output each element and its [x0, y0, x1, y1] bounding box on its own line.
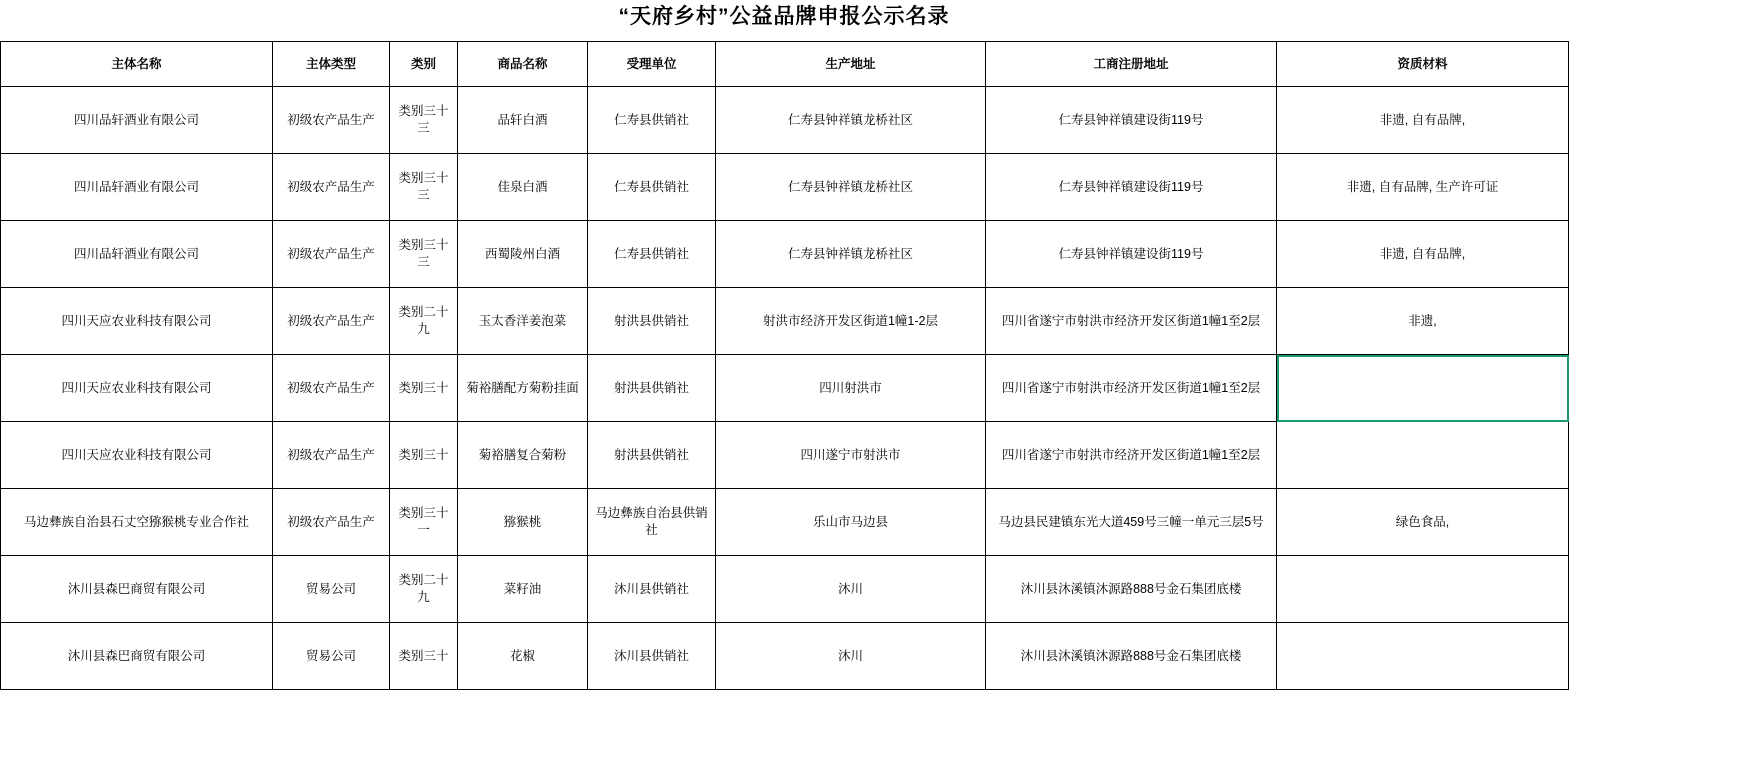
table-cell[interactable]: 玉太香洋姜泡菜 [458, 288, 588, 355]
table-cell[interactable]: 仁寿县供销社 [588, 154, 716, 221]
table-cell[interactable]: 初级农产品生产 [273, 489, 390, 556]
table-cell[interactable]: 四川品轩酒业有限公司 [1, 154, 273, 221]
table-cell[interactable]: 射洪县供销社 [588, 422, 716, 489]
table-row [1, 556, 1569, 623]
table-cell[interactable]: 四川品轩酒业有限公司 [1, 221, 273, 288]
table-cell[interactable]: 佳泉白酒 [458, 154, 588, 221]
table-cell[interactable]: 类别三十一 [390, 489, 458, 556]
table-cell[interactable]: 射洪市经济开发区街道1幢1-2层 [716, 288, 986, 355]
table-cell[interactable]: 菊裕膳复合菊粉 [458, 422, 588, 489]
table-cell[interactable]: 沐川 [716, 556, 986, 623]
table-cell[interactable]: 初级农产品生产 [273, 87, 390, 154]
column-header[interactable]: 类别 [390, 42, 458, 87]
table-cell[interactable]: 沐川 [716, 623, 986, 690]
table-cell[interactable]: 四川遂宁市射洪市 [716, 422, 986, 489]
table-cell[interactable]: 仁寿县钟祥镇建设街119号 [986, 87, 1277, 154]
table-cell[interactable]: 四川天应农业科技有限公司 [1, 422, 273, 489]
table-cell[interactable]: 仁寿县钟祥镇建设街119号 [986, 221, 1277, 288]
table-cell[interactable]: 贸易公司 [273, 556, 390, 623]
table-cell[interactable]: 四川省遂宁市射洪市经济开发区街道1幢1至2层 [986, 422, 1277, 489]
table-body [1, 87, 1569, 690]
table-cell[interactable]: 初级农产品生产 [273, 422, 390, 489]
table-cell[interactable]: 非遗, 自有品牌, [1277, 87, 1569, 154]
table-cell[interactable]: 类别三十 [390, 422, 458, 489]
table-cell[interactable] [1277, 355, 1569, 422]
table-cell[interactable]: 初级农产品生产 [273, 154, 390, 221]
table-row [1, 87, 1569, 154]
column-header[interactable]: 工商注册地址 [986, 42, 1277, 87]
table-cell[interactable]: 马边彝族自治县供销社 [588, 489, 716, 556]
table-cell[interactable]: 贸易公司 [273, 623, 390, 690]
column-header[interactable]: 商品名称 [458, 42, 588, 87]
column-header[interactable]: 受理单位 [588, 42, 716, 87]
table-cell[interactable]: 仁寿县供销社 [588, 221, 716, 288]
table-cell[interactable]: 四川天应农业科技有限公司 [1, 288, 273, 355]
column-header[interactable]: 主体名称 [1, 42, 273, 87]
table-cell[interactable] [1277, 556, 1569, 623]
table-cell[interactable]: 仁寿县钟祥镇建设街119号 [986, 154, 1277, 221]
table-cell[interactable] [1277, 422, 1569, 489]
table-cell[interactable]: 乐山市马边县 [716, 489, 986, 556]
table-cell[interactable]: 仁寿县钟祥镇龙桥社区 [716, 154, 986, 221]
table-cell[interactable]: 马边县民建镇东光大道459号三幢一单元三层5号 [986, 489, 1277, 556]
table-cell[interactable]: 仁寿县供销社 [588, 87, 716, 154]
table-cell[interactable]: 绿色食品, [1277, 489, 1569, 556]
table-cell[interactable]: 马边彝族自治县石丈空猕猴桃专业合作社 [1, 489, 273, 556]
table-row [1, 422, 1569, 489]
table-cell[interactable]: 品轩白酒 [458, 87, 588, 154]
table-cell[interactable]: 类别二十九 [390, 288, 458, 355]
table-cell[interactable]: 初级农产品生产 [273, 221, 390, 288]
table-cell[interactable]: 沐川县供销社 [588, 556, 716, 623]
table-row [1, 288, 1569, 355]
table-cell[interactable]: 类别三十 [390, 623, 458, 690]
table-row [1, 489, 1569, 556]
table-cell[interactable]: 初级农产品生产 [273, 288, 390, 355]
brand-listing-table [0, 41, 1569, 690]
table-header-row [1, 42, 1569, 87]
table-cell[interactable]: 四川射洪市 [716, 355, 986, 422]
table-cell[interactable]: 猕猴桃 [458, 489, 588, 556]
table-cell[interactable]: 仁寿县钟祥镇龙桥社区 [716, 87, 986, 154]
table-cell[interactable]: 四川品轩酒业有限公司 [1, 87, 273, 154]
table-cell[interactable]: 初级农产品生产 [273, 355, 390, 422]
table-cell[interactable]: 花椒 [458, 623, 588, 690]
table-cell[interactable] [1277, 623, 1569, 690]
table-cell[interactable]: 沐川县沐溪镇沐源路888号金石集团底楼 [986, 556, 1277, 623]
column-header[interactable]: 资质材料 [1277, 42, 1569, 87]
table-cell[interactable]: 射洪县供销社 [588, 355, 716, 422]
table-row [1, 154, 1569, 221]
table-cell[interactable]: 类别三十三 [390, 87, 458, 154]
table-cell[interactable]: 非遗, 自有品牌, [1277, 221, 1569, 288]
table-cell[interactable]: 类别三十 [390, 355, 458, 422]
table-cell[interactable]: 仁寿县钟祥镇龙桥社区 [716, 221, 986, 288]
table-header [1, 42, 1569, 87]
table-cell[interactable]: 类别三十三 [390, 221, 458, 288]
table-cell[interactable]: 非遗, [1277, 288, 1569, 355]
page-title: “天府乡村”公益品牌申报公示名录 [618, 5, 950, 28]
table-row [1, 221, 1569, 288]
table-cell[interactable]: 射洪县供销社 [588, 288, 716, 355]
table-row [1, 355, 1569, 422]
table-cell[interactable]: 类别二十九 [390, 556, 458, 623]
table-cell[interactable]: 四川省遂宁市射洪市经济开发区街道1幢1至2层 [986, 355, 1277, 422]
table-cell[interactable]: 菜籽油 [458, 556, 588, 623]
table-cell[interactable]: 四川省遂宁市射洪市经济开发区街道1幢1至2层 [986, 288, 1277, 355]
table-cell[interactable]: 沐川县供销社 [588, 623, 716, 690]
table-row [1, 623, 1569, 690]
table-cell[interactable]: 沐川县森巴商贸有限公司 [1, 623, 273, 690]
table-cell[interactable]: 菊裕膳配方菊粉挂面 [458, 355, 588, 422]
table-cell[interactable]: 沐川县沐溪镇沐源路888号金石集团底楼 [986, 623, 1277, 690]
column-header[interactable]: 主体类型 [273, 42, 390, 87]
table-cell[interactable]: 沐川县森巴商贸有限公司 [1, 556, 273, 623]
table-cell[interactable]: 非遗, 自有品牌, 生产许可证 [1277, 154, 1569, 221]
table-cell[interactable]: 类别三十三 [390, 154, 458, 221]
column-header[interactable]: 生产地址 [716, 42, 986, 87]
table-cell[interactable]: 四川天应农业科技有限公司 [1, 355, 273, 422]
table-cell[interactable]: 西蜀陵州白酒 [458, 221, 588, 288]
